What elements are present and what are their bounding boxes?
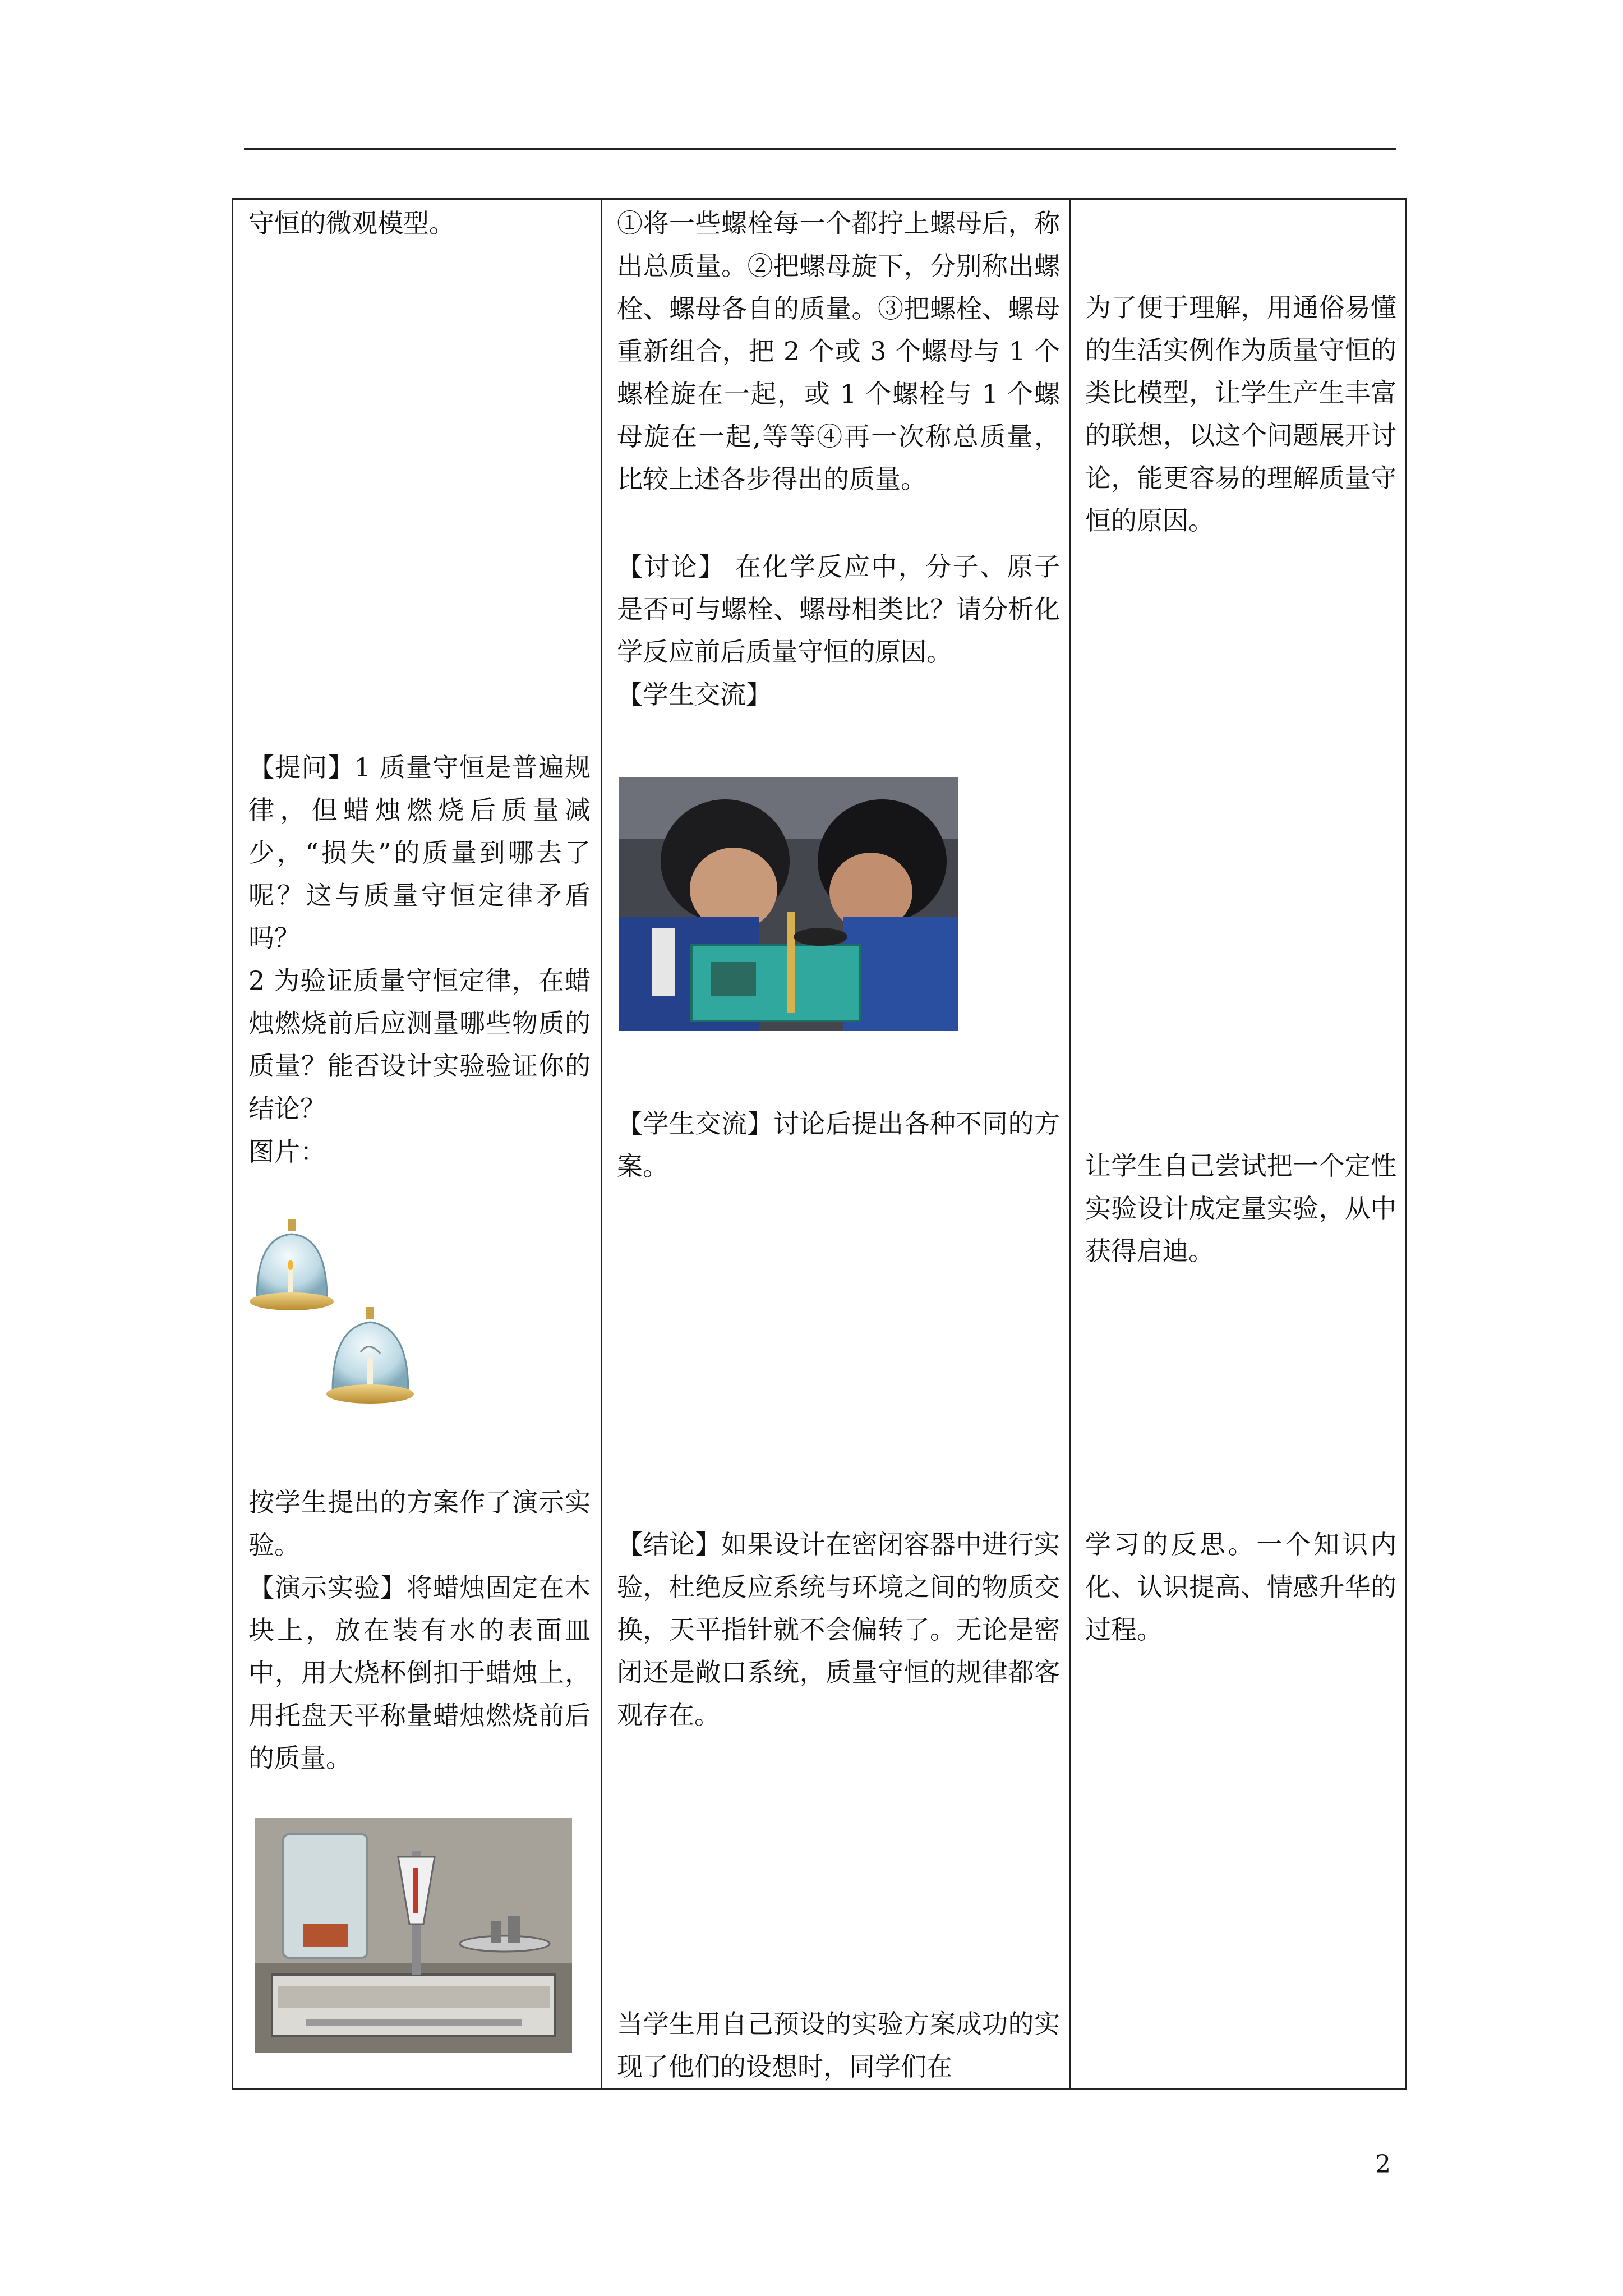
students-experiment-photo: [619, 777, 958, 1031]
col1-figure-label: 图片：: [248, 1137, 326, 1167]
balance-experiment-photo: [255, 1818, 572, 2053]
col3-intent-1: 为了便于理解，用通俗易懂的生活实例作为质量守恒的类比模型，让学生产生丰富的联想，以这个问题展开讨论，能更容易的理解质量守恒的原因。: [1085, 292, 1396, 536]
col2-student-exchange-1: 【学生交流】: [617, 679, 772, 710]
bell-jar-candle-illustration: [248, 1214, 417, 1433]
col1-demo-experiment: 【演示实验】将蜡烛固定在木块上，放在装有水的表面皿中，用大烧杯倒扣于蜡烛上，用托盘天平称量蜡烛燃烧前后的质量。: [248, 1572, 591, 1773]
col3-intent-3: 学习的反思。一个知识内化、认识提高、情感升华的过程。: [1085, 1529, 1396, 1645]
column-divider-2: [1069, 200, 1071, 2088]
col2-conclusion: 【结论】如果设计在密闭容器中进行实验，杜绝反应系统与环境之间的物质交换，天平指针就不会偏转了。无论是密闭还是敞口系统，质量守恒的规律都客观存在。: [617, 1529, 1060, 1730]
col1-demo-intro: 按学生提出的方案作了演示实验。: [248, 1487, 591, 1560]
col3-intent-2: 让学生自己尝试把一个定性实验设计成定量实验，从中获得启迪。: [1085, 1151, 1396, 1266]
page-number: 2: [1375, 2150, 1391, 2179]
column-divider-1: [601, 200, 602, 2088]
col2-discussion: 【讨论】 在化学反应中，分子、原子是否可与螺栓、螺母相类比？请分析化学反应前后质量守恒的原因。: [617, 551, 1060, 667]
header-rule: [244, 148, 1396, 150]
col2-success-text: 当学生用自己预设的实验方案成功的实现了他们的设想时，同学们在: [617, 2009, 1060, 2082]
col1-text-top: 守恒的微观模型。: [248, 208, 455, 238]
col1-question-2: 2 为验证质量守恒定律，在蜡烛燃烧前后应测量哪些物质的质量？能否设计实验验证你的结论？: [248, 965, 591, 1124]
col1-question-1: 【提问】1 质量守恒是普遍规律，但蜡烛燃烧后质量减少，“损失”的质量到哪去了呢？这与质量守恒定律矛盾吗？: [248, 752, 591, 953]
col2-student-exchange-2: 【学生交流】讨论后提出各种不同的方案。: [617, 1108, 1060, 1181]
col2-steps: ①将一些螺栓每一个都拧上螺母后，称出总质量。②把螺母旋下，分别称出螺栓、螺母各自的质量。③把螺栓、螺母重新组合，把 2 个或 3 个螺母与 1 个螺栓旋在一起，或 1 个螺栓与 1 个螺母旋在一起,等等④再一次称总质量，比较上述各步得出的质量。: [617, 208, 1060, 494]
